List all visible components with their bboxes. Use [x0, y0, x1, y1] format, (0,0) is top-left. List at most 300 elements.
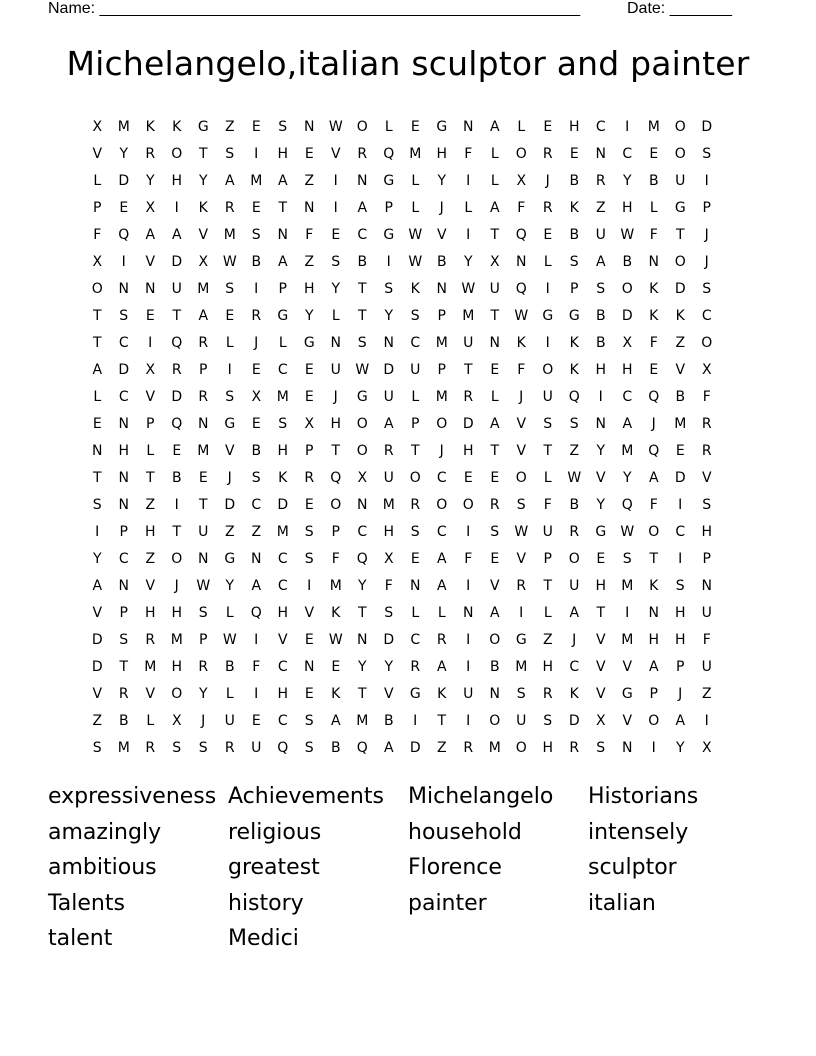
grid-letter: Z — [145, 497, 156, 513]
grid-letter: Y — [596, 497, 606, 513]
grid-letter: Z — [224, 524, 235, 540]
grid-letter: O — [356, 443, 368, 459]
grid-letter: A — [251, 578, 262, 594]
grid-letter: S — [304, 524, 314, 540]
grid-letter: Y — [331, 281, 341, 297]
grid-letter: B — [569, 173, 580, 189]
word-list-item: Historians — [588, 784, 699, 809]
grid-letter: W — [408, 227, 423, 243]
grid-letter: R — [357, 146, 368, 162]
grid-letter: L — [331, 308, 340, 324]
grid-letter: M — [621, 443, 634, 459]
grid-letter: G — [515, 632, 527, 648]
grid-letter: K — [569, 200, 579, 216]
grid-letter: N — [92, 443, 103, 459]
grid-letter: J — [439, 443, 444, 459]
grid-letter: R — [542, 146, 553, 162]
grid-letter: N — [304, 659, 315, 675]
grid-letter: E — [251, 713, 261, 729]
word-list-item: amazingly — [48, 819, 162, 845]
grid-letter: Y — [304, 308, 314, 324]
grid-letter: N — [595, 146, 606, 162]
grid-letter: B — [569, 227, 580, 243]
grid-letter: T — [119, 659, 129, 675]
grid-letter: V — [145, 389, 156, 405]
word-list-item: religious — [228, 819, 322, 845]
grid-letter: S — [410, 308, 420, 324]
grid-letter: Y — [357, 578, 367, 594]
grid-letter: V — [330, 146, 341, 162]
grid-letter: K — [649, 281, 659, 297]
grid-letter: P — [543, 551, 552, 567]
grid-letter: L — [543, 605, 552, 621]
grid-letter: T — [92, 470, 102, 486]
grid-letter: W — [222, 632, 237, 648]
grid-letter: X — [701, 362, 712, 378]
grid-letter: N — [357, 497, 368, 513]
grid-letter: B — [171, 470, 182, 486]
grid-letter: N — [410, 578, 421, 594]
grid-letter: V — [92, 146, 103, 162]
grid-letter: U — [701, 605, 712, 621]
grid-letter: N — [357, 632, 368, 648]
word-list-item: ambitious — [48, 855, 157, 880]
grid-letter: B — [224, 659, 235, 675]
grid-letter: D — [409, 740, 421, 756]
grid-letter: V — [198, 227, 209, 243]
grid-letter: I — [148, 335, 153, 351]
grid-letter: M — [356, 713, 369, 729]
grid-letter: S — [119, 632, 129, 648]
grid-letter: F — [464, 146, 473, 162]
grid-letter: D — [277, 497, 289, 513]
grid-letter: M — [170, 632, 183, 648]
grid-letter: C — [118, 551, 129, 567]
grid-letter: P — [278, 281, 287, 297]
grid-letter: M — [435, 335, 448, 351]
grid-letter: S — [384, 281, 394, 297]
grid-letter: H — [303, 281, 315, 297]
word-list-item: Medici — [228, 926, 299, 951]
grid-letter: L — [146, 443, 155, 459]
grid-letter: R — [383, 443, 394, 459]
grid-letter: I — [254, 281, 259, 297]
grid-letter: D — [118, 362, 130, 378]
grid-letter: D — [383, 632, 395, 648]
grid-letter: T — [172, 524, 182, 540]
grid-letter: M — [435, 389, 448, 405]
grid-letter: P — [702, 200, 711, 216]
grid-letter: C — [277, 713, 288, 729]
grid-letter: O — [171, 146, 183, 162]
grid-letter: U — [675, 173, 686, 189]
grid-letter: E — [172, 443, 182, 459]
grid-letter: S — [596, 740, 606, 756]
grid-letter: J — [519, 389, 524, 405]
grid-letter: H — [648, 632, 660, 648]
grid-letter: C — [436, 524, 447, 540]
grid-letter: L — [464, 200, 473, 216]
grid-letter: E — [675, 443, 685, 459]
grid-letter: N — [198, 551, 209, 567]
grid-letter: S — [198, 740, 208, 756]
grid-letter: L — [490, 389, 499, 405]
grid-letter: M — [409, 146, 422, 162]
grid-letter: I — [651, 740, 656, 756]
grid-letter: R — [595, 173, 606, 189]
grid-letter: J — [545, 173, 550, 189]
grid-letter: W — [620, 524, 635, 540]
grid-letter: C — [357, 227, 368, 243]
grid-letter: X — [595, 713, 606, 729]
grid-letter: Z — [224, 119, 235, 135]
grid-letter: P — [331, 524, 340, 540]
grid-letter: L — [93, 173, 102, 189]
grid-letter: R — [224, 200, 235, 216]
grid-letter: M — [276, 389, 289, 405]
grid-letter: U — [383, 389, 394, 405]
grid-letter: X — [383, 551, 394, 567]
grid-letter: T — [278, 200, 288, 216]
grid-letter: W — [328, 632, 343, 648]
grid-letter: H — [542, 740, 554, 756]
grid-letter: X — [145, 362, 156, 378]
grid-letter: K — [675, 308, 685, 324]
grid-letter: N — [304, 200, 315, 216]
grid-letter: N — [463, 119, 474, 135]
grid-letter: U — [489, 281, 500, 297]
grid-letter: I — [386, 254, 391, 270]
word-list-item: history — [228, 890, 304, 916]
grid-letter: I — [598, 389, 603, 405]
grid-letter: Q — [568, 389, 580, 405]
grid-letter: C — [675, 524, 686, 540]
word-list-item: expressiveness — [48, 784, 217, 809]
grid-letter: T — [145, 470, 155, 486]
grid-letter: H — [118, 443, 130, 459]
grid-letter: E — [596, 551, 606, 567]
grid-letter: D — [568, 713, 580, 729]
grid-letter: L — [225, 605, 234, 621]
grid-letter: F — [384, 578, 393, 594]
grid-letter: U — [542, 389, 553, 405]
grid-letter: K — [198, 200, 208, 216]
grid-letter: M — [197, 281, 210, 297]
grid-letter: T — [331, 443, 341, 459]
grid-letter: O — [489, 713, 501, 729]
grid-letter: M — [223, 227, 236, 243]
grid-letter: O — [542, 362, 554, 378]
grid-letter: U — [383, 470, 394, 486]
grid-letter: O — [674, 254, 686, 270]
grid-letter: O — [436, 497, 448, 513]
grid-letter: V — [489, 578, 500, 594]
grid-letter: E — [251, 362, 261, 378]
grid-letter: K — [331, 686, 341, 702]
grid-letter: R — [410, 497, 421, 513]
grid-letter: A — [648, 470, 659, 486]
grid-letter: G — [595, 524, 607, 540]
grid-letter: A — [145, 227, 156, 243]
grid-letter: I — [466, 578, 471, 594]
grid-letter: A — [489, 416, 500, 432]
grid-letter: R — [198, 659, 209, 675]
grid-letter: S — [304, 713, 314, 729]
grid-letter: P — [199, 632, 208, 648]
grid-letter: I — [254, 686, 259, 702]
grid-letter: C — [277, 362, 288, 378]
grid-letter: W — [328, 119, 343, 135]
grid-letter: D — [171, 389, 183, 405]
grid-letter: Q — [277, 740, 289, 756]
grid-letter: L — [411, 173, 420, 189]
grid-letter: H — [171, 605, 183, 621]
grid-letter: Q — [356, 551, 368, 567]
grid-letter: J — [704, 254, 709, 270]
grid-letter: U — [224, 713, 235, 729]
grid-letter: N — [648, 254, 659, 270]
word-list — [48, 779, 768, 957]
grid-letter: E — [304, 497, 314, 513]
grid-letter: Y — [463, 254, 473, 270]
grid-letter: T — [357, 605, 367, 621]
grid-letter: E — [463, 470, 473, 486]
grid-letter: X — [357, 470, 368, 486]
grid-letter: N — [277, 227, 288, 243]
grid-letter: A — [383, 416, 394, 432]
grid-letter: N — [595, 416, 606, 432]
grid-letter: W — [461, 281, 476, 297]
grid-letter: T — [649, 551, 659, 567]
grid-letter: D — [224, 497, 236, 513]
grid-letter: F — [305, 227, 314, 243]
grid-letter: W — [567, 470, 582, 486]
grid-letter: W — [408, 254, 423, 270]
grid-letter: O — [489, 632, 501, 648]
grid-letter: S — [225, 146, 235, 162]
grid-letter: H — [171, 659, 183, 675]
grid-letter: T — [357, 686, 367, 702]
grid-letter: M — [382, 497, 395, 513]
grid-letter: I — [625, 119, 630, 135]
grid-letter: D — [701, 119, 713, 135]
grid-letter: L — [411, 389, 420, 405]
grid-letter: S — [172, 740, 182, 756]
grid-letter: C — [595, 119, 606, 135]
grid-letter: U — [171, 281, 182, 297]
grid-letter: V — [701, 470, 712, 486]
grid-letter: V — [622, 713, 633, 729]
word-list-item: intensely — [588, 819, 689, 845]
grid-letter: N — [118, 416, 129, 432]
grid-letter: T — [463, 362, 473, 378]
grid-letter: C — [118, 389, 129, 405]
grid-letter: V — [516, 443, 527, 459]
grid-letter: N — [304, 119, 315, 135]
grid-letter: B — [648, 173, 659, 189]
grid-letter: S — [702, 146, 712, 162]
grid-letter: P — [676, 659, 685, 675]
grid-letter: R — [171, 362, 182, 378]
grid-letter: Z — [542, 632, 553, 648]
grid-letter: N — [251, 551, 262, 567]
grid-letter: U — [330, 362, 341, 378]
grid-letter: V — [595, 470, 606, 486]
grid-letter: H — [568, 119, 580, 135]
grid-letter: M — [674, 416, 687, 432]
grid-letter: A — [198, 308, 209, 324]
grid-letter: L — [225, 686, 234, 702]
grid-letter: O — [568, 551, 580, 567]
grid-letter: H — [621, 200, 633, 216]
grid-letter: H — [542, 659, 554, 675]
grid-letter: I — [466, 659, 471, 675]
grid-letter: M — [647, 119, 660, 135]
grid-letter: C — [357, 524, 368, 540]
grid-letter: I — [545, 281, 550, 297]
grid-letter: S — [251, 470, 261, 486]
grid-letter: P — [305, 443, 314, 459]
grid-letter: Y — [145, 173, 155, 189]
grid-letter: L — [384, 119, 393, 135]
grid-letter: D — [383, 362, 395, 378]
grid-letter: I — [227, 362, 232, 378]
grid-letter: C — [277, 551, 288, 567]
grid-letter: M — [197, 443, 210, 459]
grid-letter: B — [595, 335, 606, 351]
grid-letter: I — [466, 713, 471, 729]
grid-letter: S — [702, 497, 712, 513]
grid-letter: O — [515, 146, 527, 162]
grid-letter: Z — [569, 443, 580, 459]
grid-letter: K — [569, 362, 579, 378]
grid-letter: L — [490, 146, 499, 162]
grid-letter: X — [251, 389, 262, 405]
grid-letter: B — [489, 659, 500, 675]
grid-letter: K — [649, 308, 659, 324]
grid-letter: J — [201, 713, 206, 729]
grid-letter: B — [251, 254, 262, 270]
grid-letter: J — [651, 416, 656, 432]
grid-letter: E — [410, 119, 420, 135]
grid-letter: K — [172, 119, 182, 135]
grid-letter: I — [625, 605, 630, 621]
grid-letter: X — [489, 254, 500, 270]
grid-letter: Y — [198, 173, 208, 189]
grid-letter: O — [674, 119, 686, 135]
grid-letter: Q — [515, 227, 527, 243]
grid-letter: V — [277, 632, 288, 648]
grid-letter: Q — [171, 335, 183, 351]
grid-letter: G — [409, 686, 421, 702]
grid-letter: A — [171, 227, 182, 243]
grid-letter: F — [702, 389, 711, 405]
grid-letter: Y — [357, 659, 367, 675]
grid-letter: L — [411, 605, 420, 621]
grid-letter: H — [595, 578, 607, 594]
grid-letter: N — [648, 605, 659, 621]
grid-letter: R — [701, 416, 712, 432]
grid-letter: E — [225, 308, 235, 324]
grid-letter: U — [516, 713, 527, 729]
grid-letter: V — [516, 416, 527, 432]
grid-letter: E — [251, 416, 261, 432]
grid-letter: I — [678, 551, 683, 567]
grid-letter: A — [357, 200, 368, 216]
grid-letter: A — [569, 605, 580, 621]
grid-letter: K — [649, 578, 659, 594]
grid-letter: S — [596, 281, 606, 297]
grid-letter: V — [92, 686, 103, 702]
grid-letter: Z — [304, 254, 315, 270]
word-list-item: Talents — [48, 890, 125, 916]
grid-letter: N — [701, 578, 712, 594]
grid-letter: V — [304, 605, 315, 621]
grid-letter: N — [463, 605, 474, 621]
grid-letter: T — [490, 308, 500, 324]
grid-letter: C — [569, 659, 580, 675]
grid-letter: C — [118, 335, 129, 351]
grid-letter: J — [439, 200, 444, 216]
grid-letter: B — [357, 254, 368, 270]
grid-letter: E — [304, 146, 314, 162]
grid-letter: L — [517, 119, 526, 135]
grid-letter: L — [437, 605, 446, 621]
grid-letter: R — [569, 740, 580, 756]
grid-letter: S — [569, 416, 579, 432]
grid-letter: T — [357, 308, 367, 324]
grid-letter: A — [92, 362, 103, 378]
grid-letter: H — [436, 146, 448, 162]
grid-letter: H — [674, 632, 686, 648]
grid-letter: O — [91, 281, 103, 297]
grid-letter: E — [490, 362, 500, 378]
grid-letter: Y — [622, 173, 632, 189]
grid-letter: E — [543, 227, 553, 243]
grid-letter: G — [224, 416, 236, 432]
grid-letter: W — [620, 227, 635, 243]
grid-letter: I — [333, 173, 338, 189]
grid-letter: V — [145, 254, 156, 270]
grid-letter: W — [355, 362, 370, 378]
grid-letter: S — [622, 551, 632, 567]
grid-letter: X — [92, 119, 103, 135]
grid-letter: G — [356, 389, 368, 405]
grid-letter: S — [331, 254, 341, 270]
grid-letter: X — [145, 200, 156, 216]
grid-letter: S — [675, 578, 685, 594]
grid-letter: V — [595, 659, 606, 675]
grid-letter: F — [331, 551, 340, 567]
word-list-item: italian — [588, 890, 656, 916]
grid-letter: H — [171, 173, 183, 189]
grid-letter: O — [621, 281, 633, 297]
grid-letter: M — [329, 578, 342, 594]
grid-letter: J — [678, 686, 683, 702]
grid-letter: C — [277, 578, 288, 594]
grid-letter: Q — [118, 227, 130, 243]
grid-letter: Y — [384, 659, 394, 675]
grid-letter: Z — [304, 173, 315, 189]
grid-letter: I — [545, 335, 550, 351]
grid-letter: A — [92, 578, 103, 594]
grid-letter: V — [436, 227, 447, 243]
grid-letter: F — [93, 227, 102, 243]
grid-letter: B — [595, 308, 606, 324]
grid-letter: D — [91, 659, 103, 675]
grid-letter: X — [92, 254, 103, 270]
grid-letter: C — [622, 146, 633, 162]
